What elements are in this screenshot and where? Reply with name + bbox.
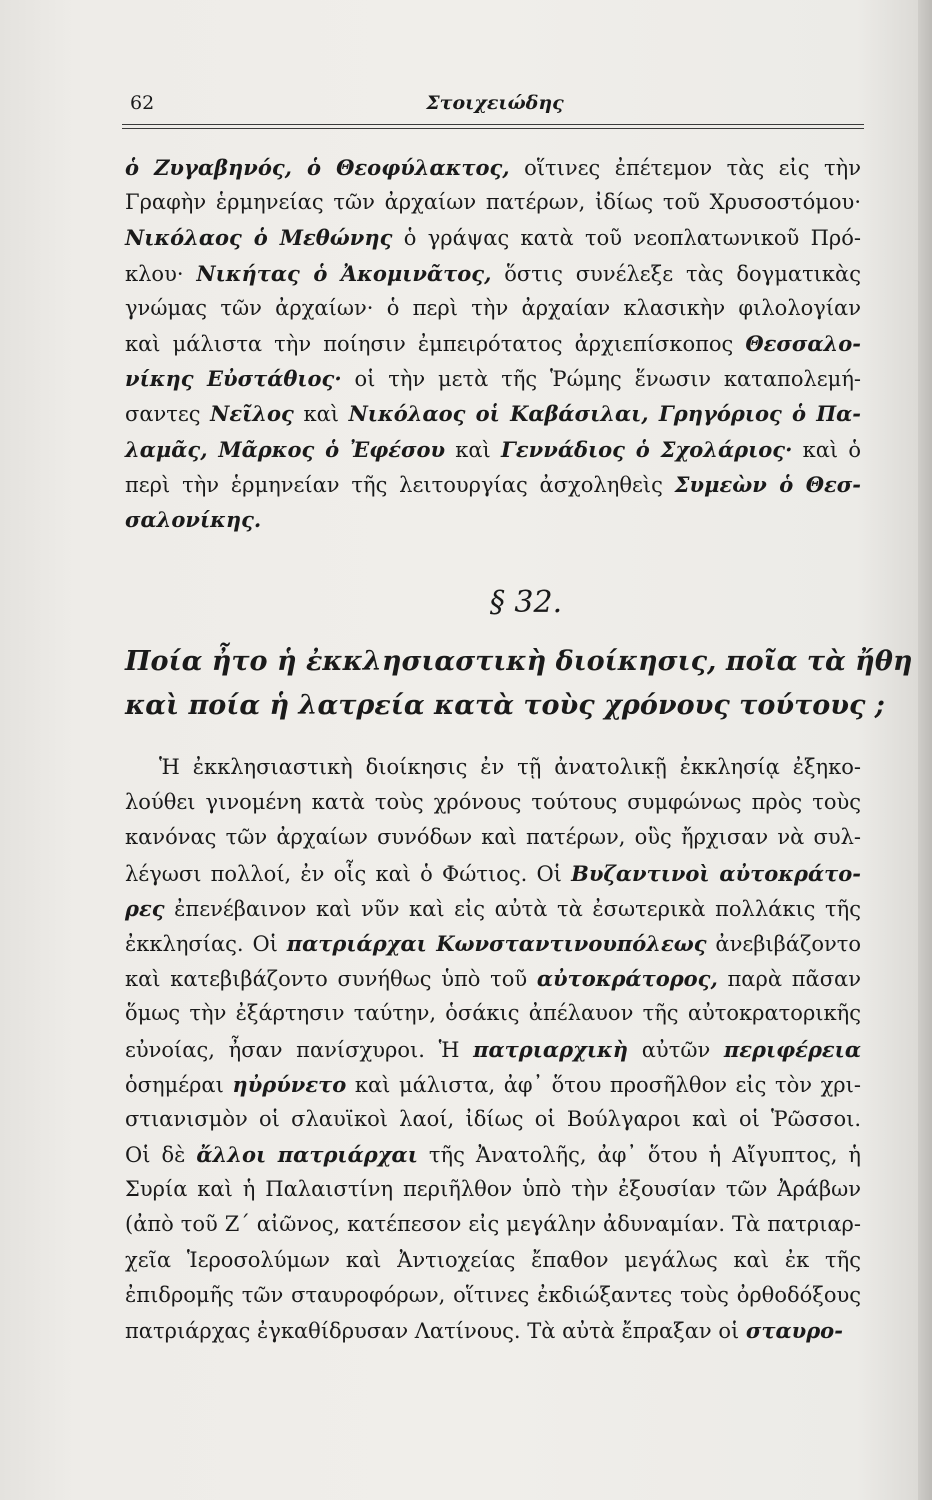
text-span: στιανισμὸν οἱ σλαυϊκοὶ λαοί, ἰδίως οἱ Βούλγαροι καὶ οἱ Ῥῶσσοι. — [125, 1106, 861, 1131]
bold-italic-span: ρες — [125, 895, 165, 921]
text-span: ὁσημέραι — [125, 1072, 233, 1097]
text-span: ἐπιδρομῆς τῶν σταυροφόρων, οἵτινες ἐκδιώξαντες τοὺς ὀρθοδόξους — [125, 1282, 861, 1307]
text-line — [125, 1032, 861, 1067]
text-line — [125, 185, 861, 220]
bold-italic-span: αὐτοκράτορος, — [536, 966, 718, 992]
bold-italic-span: Νικήτας ὁ Ἀκομινᾶτος, — [196, 260, 492, 286]
text-span: κλου· — [125, 261, 197, 286]
section-number: § 32. — [489, 585, 563, 620]
text-span: καὶ κατεβιβάζοντο συνήθως ὑπὸ τοῦ — [125, 967, 537, 992]
text-span: αὐτῶν — [628, 1037, 724, 1062]
bold-italic-span: ἄλλοι πατριάρχαι — [196, 1142, 418, 1168]
text-span: κανόνας τῶν ἀρχαίων συνόδων καὶ πατέρων, οὓς ἤρχισαν νὰ συλ- — [125, 825, 861, 850]
paragraph-2 — [125, 750, 861, 1348]
bold-italic-span: λαμᾶς, Μᾶρκος ὁ Ἐφέσου — [125, 436, 446, 462]
text-span: ὁ γράψας κατὰ τοῦ νεοπλατωνικοῦ Πρό- — [392, 226, 861, 251]
text-span: ἐκκλησίας. Οἱ — [125, 931, 287, 956]
text-span: Συρία καὶ ἡ Παλαιστίνη περιῆλθον ὑπὸ τὴν ἐξουσίαν τῶν Ἀράβων — [125, 1177, 861, 1202]
text-line — [125, 1313, 861, 1348]
bold-italic-span: Βυζαντινοὶ αὐτοκράτο- — [571, 860, 862, 886]
bold-italic-span: Θεσσαλο- — [745, 330, 861, 356]
text-line — [125, 256, 861, 291]
text-span: ὅστις συνέλεξε τὰς δογματικὰς — [491, 261, 861, 286]
text-span: ὅμως τὴν ἐξάρτησιν ταύτην, ὁσάκις ἀπέλαυον τῆς αὐτοκρατορικῆς — [125, 1001, 861, 1026]
section-title — [125, 640, 913, 728]
text-span: ἐπενέβαινον καὶ νῦν καὶ εἰς αὐτὰ τὰ ἐσωτερικὰ πολλάκις τῆς — [164, 896, 861, 921]
text-line — [125, 1172, 861, 1207]
page-number: 62 — [130, 92, 155, 114]
running-title: Στοιχειώδης — [426, 92, 564, 114]
text-line — [125, 220, 861, 255]
text-span: καὶ — [445, 437, 501, 462]
header-rule-secondary — [122, 128, 864, 129]
text-line — [125, 1207, 861, 1242]
text-span: λούθει γινομένη κατὰ τοὺς χρόνους τούτους συμφώνως πρὸς τοὺς — [125, 790, 861, 815]
text-line — [125, 856, 861, 891]
section-title-line-2: καὶ ποία ἡ λατρεία κατὰ τοὺς χρόνους τούτους ; — [125, 690, 885, 721]
bold-italic-span: Νεῖλος — [210, 401, 294, 427]
bold-italic-span: Συμεὼν ὁ Θεσ- — [674, 471, 861, 497]
text-line — [125, 502, 861, 537]
text-span: σαντες — [125, 402, 211, 427]
text-span: Οἱ δὲ — [125, 1143, 197, 1168]
text-span: τῆς Ἀνατολῆς, ἀφ᾽ ὅτου ἡ Αἴγυπτος, ἡ — [417, 1143, 862, 1168]
text-line — [125, 1278, 861, 1313]
bold-italic-span: Νικόλαος ὁ Μεθώνης — [125, 225, 393, 251]
bold-italic-span: ηὐρύνετο — [232, 1071, 347, 1097]
text-span: καὶ — [293, 402, 349, 427]
text-line — [125, 926, 861, 961]
text-line — [125, 150, 861, 185]
bold-italic-span: πατριαρχικὴ — [473, 1036, 629, 1062]
bold-italic-span: ὁ Ζυγαβηνός, ὁ Θεοφύλακτος, — [125, 155, 510, 180]
text-span: Ἡ ἐκκλησιαστικὴ διοίκησις ἐν τῇ ἀνατολικῇ ἐκκλησίᾳ ἐξηκο- — [159, 755, 861, 779]
text-line — [125, 1243, 861, 1278]
text-line — [125, 785, 861, 820]
text-span: χεῖα Ἱεροσολύμων καὶ Ἀντιοχείας ἔπαθον μεγάλως καὶ ἐκ τῆς — [125, 1247, 861, 1272]
text-line — [125, 432, 861, 467]
section-title-line-1: Ποία ἦτο ἡ ἐκκλησιαστικὴ διοίκησις, ποῖα τὰ ἤθη — [125, 646, 913, 677]
bold-italic-span: περιφέρεια — [723, 1036, 862, 1062]
text-line — [125, 396, 861, 431]
text-line — [125, 326, 861, 361]
text-span: καὶ μάλιστα τὴν ποίησιν ἐμπειρότατος ἀρχιεπίσκοπος — [125, 331, 746, 356]
text-line — [125, 361, 861, 396]
text-line — [125, 750, 861, 785]
text-span: γνώμας τῶν ἀρχαίων· ὁ περὶ τὴν ἀρχαίαν κλασικὴν φιλολογίαν — [125, 295, 861, 320]
bold-italic-span: Νικόλαος οἱ Καβάσιλαι, Γρηγόριος ὁ Πα- — [348, 401, 862, 427]
binding-edge — [918, 0, 932, 1500]
page-header — [130, 92, 860, 118]
text-line — [125, 291, 861, 326]
text-line — [125, 961, 861, 996]
text-span: οἵτινες ἐπέτεμον τὰς εἰς τὴν — [509, 156, 861, 180]
bold-italic-span: σαλονίκης. — [125, 506, 262, 532]
text-span: καὶ μάλιστα, ἀφ᾽ ὅτου προσῆλθον εἰς τὸν χρι- — [346, 1072, 861, 1097]
paragraph-1 — [125, 150, 861, 537]
text-span: πατριάρχας ἐγκαθίδρυσαν Λατίνους. Τὰ αὐτὰ ἔπραξαν οἱ — [125, 1319, 746, 1343]
text-span: παρὰ πᾶσαν — [717, 967, 861, 992]
text-line — [125, 1102, 861, 1137]
header-rule — [122, 124, 864, 125]
bold-italic-span: Γεννάδιος ὁ Σχολάριος· — [501, 436, 793, 462]
text-line — [125, 996, 861, 1031]
text-span: (ἀπὸ τοῦ Ζ´ αἰῶνος, κατέπεσον εἰς μεγάλην ἀδυναμίαν. Τὰ πατριαρ- — [125, 1212, 861, 1237]
text-span: Γραφὴν ἑρμηνείας τῶν ἀρχαίων πατέρων, ἰδίως τοῦ Χρυσοστόμου· — [125, 190, 861, 215]
text-line — [125, 1137, 861, 1172]
text-span: καὶ ὁ — [792, 437, 862, 462]
text-line — [125, 820, 861, 855]
text-span: εὐνοίας, ἦσαν πανίσχυροι. Ἡ — [125, 1037, 474, 1062]
text-span: οἱ τὴν μετὰ τῆς Ῥώμης ἕνωσιν καταπολεμή- — [341, 367, 861, 392]
bold-italic-span: σταυρο- — [745, 1318, 843, 1343]
text-line — [125, 467, 861, 502]
bold-italic-span: νίκης Εὐστάθιος· — [125, 366, 342, 392]
text-line — [125, 891, 861, 926]
text-span: περὶ τὴν ἑρμηνείαν τῆς λειτουργίας ἀσχοληθεὶς — [125, 472, 675, 497]
text-span: ἀνεβιβάζοντο — [706, 931, 861, 956]
text-line — [125, 1067, 861, 1102]
bold-italic-span: πατριάρχαι Κωνσταντινουπόλεως — [286, 930, 707, 956]
text-span: λέγωσι πολλοί, ἐν οἷς καὶ ὁ Φώτιος. Οἱ — [125, 861, 572, 886]
